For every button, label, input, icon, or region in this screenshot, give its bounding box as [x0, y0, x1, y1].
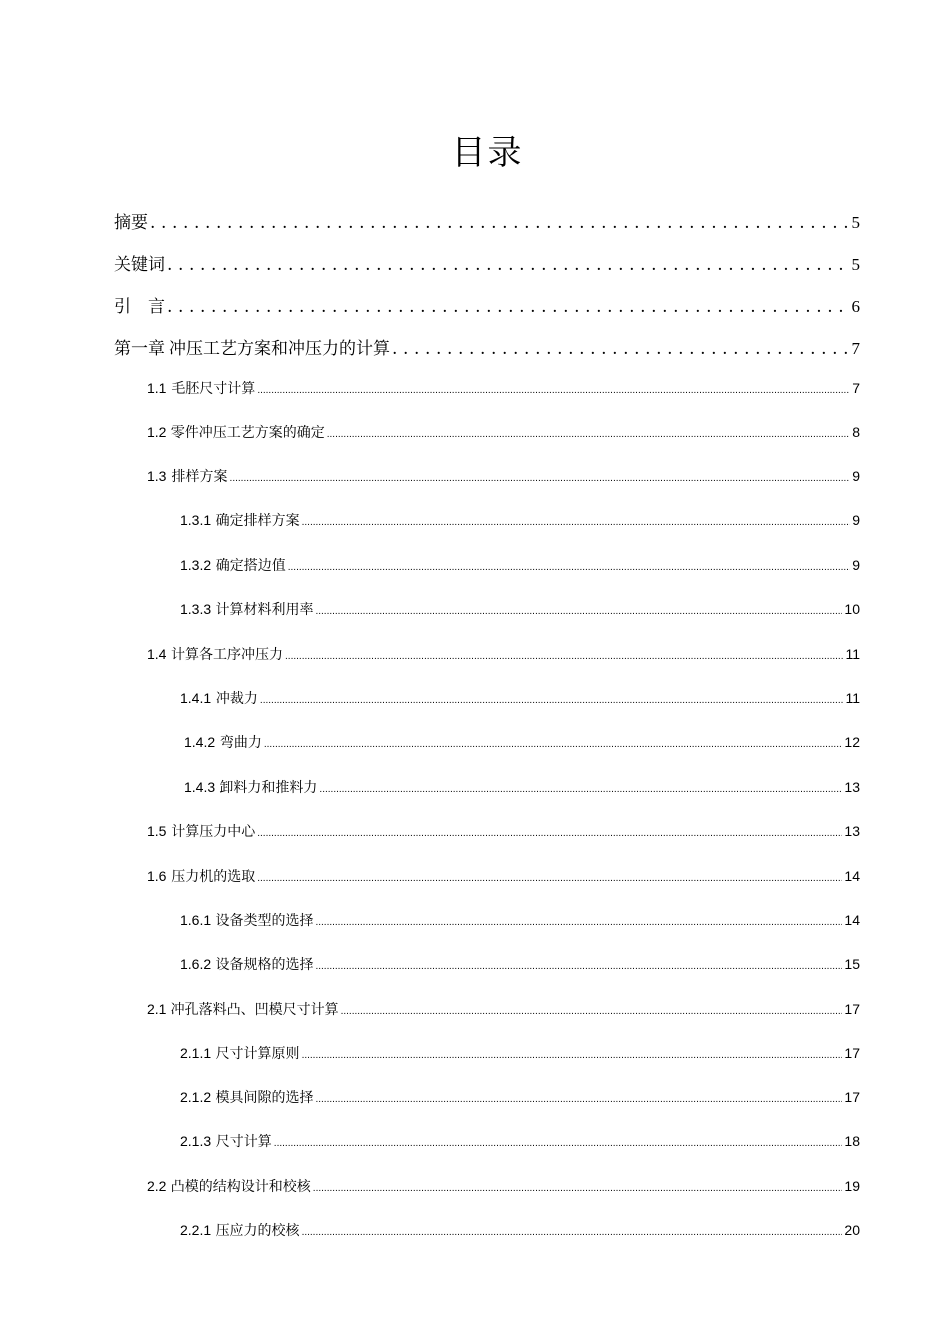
toc-leader [264, 732, 843, 755]
toc-leader [319, 777, 842, 800]
toc-entry-number: 1.3.1 [180, 512, 212, 528]
toc-leader [302, 1043, 843, 1066]
toc-entry-number: 2.1.2 [180, 1089, 212, 1105]
toc-entry-1-4-1[interactable] [180, 688, 860, 711]
toc-entry-2-1-2[interactable] [180, 1087, 860, 1110]
toc-entry-label: 排样方案 [171, 468, 228, 484]
toc-entry-number: 1.4.3 [184, 779, 216, 795]
toc-page-number: 14 [844, 912, 860, 928]
toc-page-number: 13 [844, 779, 860, 795]
toc-page-number: 9 [852, 512, 860, 528]
toc-leader [167, 295, 850, 319]
toc-entry-chapter-1[interactable] [114, 337, 860, 361]
toc-entry-1-3-3[interactable] [180, 599, 860, 622]
toc-leader [257, 866, 842, 889]
toc-leader [230, 466, 851, 489]
toc-entry-number: 2.1.1 [180, 1045, 212, 1061]
toc-page-number: 7 [851, 339, 860, 358]
toc-entry-number: 2.2 [147, 1178, 167, 1194]
toc-entry-1-4-2[interactable] [184, 732, 860, 755]
toc-entry-1-3[interactable] [147, 466, 860, 489]
toc-page-number: 13 [844, 823, 860, 839]
toc-entry-number: 第一章 [114, 339, 165, 359]
toc-leader [285, 644, 843, 667]
toc-entry-2-1-3[interactable] [180, 1131, 860, 1154]
toc-entry-label: 引 言 [114, 297, 165, 317]
toc-page-number: 15 [844, 956, 860, 972]
toc-entry-2-2-1[interactable] [180, 1220, 860, 1243]
toc-entry-1-1[interactable] [147, 378, 860, 401]
toc-entry-number: 1.3.2 [180, 557, 212, 573]
toc-leader [302, 1220, 843, 1243]
toc-entry-number: 1.6 [147, 868, 167, 884]
toc-leader [341, 999, 843, 1022]
toc-leader [315, 1087, 842, 1110]
toc-entry-number: 1.4 [147, 646, 167, 662]
toc-entry-2-1[interactable] [147, 999, 860, 1022]
toc-leader [315, 910, 842, 933]
toc-entry-label: 毛胚尺寸计算 [171, 380, 256, 396]
toc-leader [150, 211, 850, 235]
toc-entry-label: 模具间隙的选择 [215, 1089, 314, 1105]
toc-page-number: 12 [844, 734, 860, 750]
toc-entry-label: 卸料力和推料力 [219, 779, 318, 795]
toc-entry-2-1-1[interactable] [180, 1043, 860, 1066]
toc-leader [257, 378, 850, 401]
toc-page-number: 5 [851, 213, 860, 232]
toc-page-number: 17 [844, 1045, 860, 1061]
toc-leader [257, 821, 842, 844]
toc-entry-1-3-2[interactable] [180, 555, 860, 578]
toc-title: 目录 [451, 133, 524, 173]
toc-entry-1-4-3[interactable] [184, 777, 860, 800]
toc-entry-label: 计算压力中心 [171, 823, 256, 839]
toc-entry-1-6-2[interactable] [180, 954, 860, 977]
toc-page-number: 18 [844, 1133, 860, 1149]
toc-entry-label: 设备规格的选择 [215, 956, 314, 972]
toc-leader [315, 954, 842, 977]
toc-entry-number: 1.4.1 [180, 690, 212, 706]
toc-entry-number: 2.2.1 [180, 1222, 212, 1238]
toc-page-number: 17 [844, 1001, 860, 1017]
toc-entry-1-2[interactable] [147, 422, 860, 445]
toc-entry-label: 确定搭边值 [215, 557, 286, 573]
toc-entry-introduction[interactable] [114, 295, 860, 319]
toc-entry-abstract[interactable] [114, 211, 860, 235]
toc-entry-label: 摘要 [114, 213, 148, 233]
toc-page-number: 7 [852, 380, 860, 396]
toc-entry-label: 冲裁力 [215, 690, 258, 706]
toc-entry-label: 确定排样方案 [215, 512, 300, 528]
toc-entry-number: 1.6.1 [180, 912, 212, 928]
toc-leader [313, 1176, 843, 1199]
toc-entry-label: 关键词 [114, 255, 165, 275]
toc-entry-label: 设备类型的选择 [215, 912, 314, 928]
toc-entry-label: 冲压工艺方案和冲压力的计算 [169, 339, 391, 359]
toc-entry-label: 尺寸计算原则 [215, 1045, 300, 1061]
toc-entry-label: 压应力的校核 [215, 1222, 300, 1238]
toc-leader [302, 510, 851, 533]
toc-page-number: 11 [845, 690, 860, 706]
toc-page-number: 8 [852, 424, 860, 440]
toc-leader [167, 253, 850, 277]
toc-entry-label: 计算材料利用率 [215, 601, 314, 617]
toc-entry-number: 1.3 [147, 468, 167, 484]
toc-entry-label: 凸模的结构设计和校核 [170, 1178, 311, 1194]
toc-entry-1-5[interactable] [147, 821, 860, 844]
toc-page-number: 10 [844, 601, 860, 617]
toc-page-number: 19 [844, 1178, 860, 1194]
toc-entry-number: 1.6.2 [180, 956, 212, 972]
toc-entry-number: 1.2 [147, 424, 167, 440]
toc-entry-label: 冲孔落料凸、凹模尺寸计算 [170, 1001, 339, 1017]
toc-entry-label: 压力机的选取 [171, 868, 256, 884]
toc-entry-label: 零件冲压工艺方案的确定 [170, 424, 325, 440]
toc-page-number: 20 [844, 1222, 860, 1238]
toc-entry-label: 计算各工序冲压力 [171, 646, 284, 662]
toc-page-number: 6 [851, 297, 860, 316]
toc-entry-1-6[interactable] [147, 866, 860, 889]
toc-page-number: 5 [851, 255, 860, 274]
toc-entry-number: 1.1 [147, 380, 167, 396]
toc-entry-1-4[interactable] [147, 644, 860, 667]
toc-leader [315, 599, 842, 622]
toc-leader [274, 1131, 843, 1154]
toc-page-number: 17 [844, 1089, 860, 1105]
toc-entry-label: 尺寸计算 [215, 1133, 272, 1149]
toc-page-number: 9 [852, 468, 860, 484]
toc-entry-number: 2.1 [147, 1001, 167, 1017]
toc-entry-number: 1.4.2 [184, 734, 216, 750]
toc-leader [392, 337, 849, 361]
toc-page-number: 9 [852, 557, 860, 573]
toc-entry-keywords[interactable] [114, 253, 860, 277]
toc-leader [288, 555, 850, 578]
toc-entry-number: 1.5 [147, 823, 167, 839]
toc-entry-1-3-1[interactable] [180, 510, 860, 533]
toc-page-number: 11 [845, 646, 860, 662]
toc-entry-label: 弯曲力 [219, 734, 262, 750]
toc-entry-2-2[interactable] [147, 1176, 860, 1199]
toc-entry-1-6-1[interactable] [180, 910, 860, 933]
toc-leader [327, 422, 850, 445]
toc-leader [260, 688, 844, 711]
toc-entry-number: 2.1.3 [180, 1133, 212, 1149]
toc-entry-number: 1.3.3 [180, 601, 212, 617]
toc-page-number: 14 [844, 868, 860, 884]
